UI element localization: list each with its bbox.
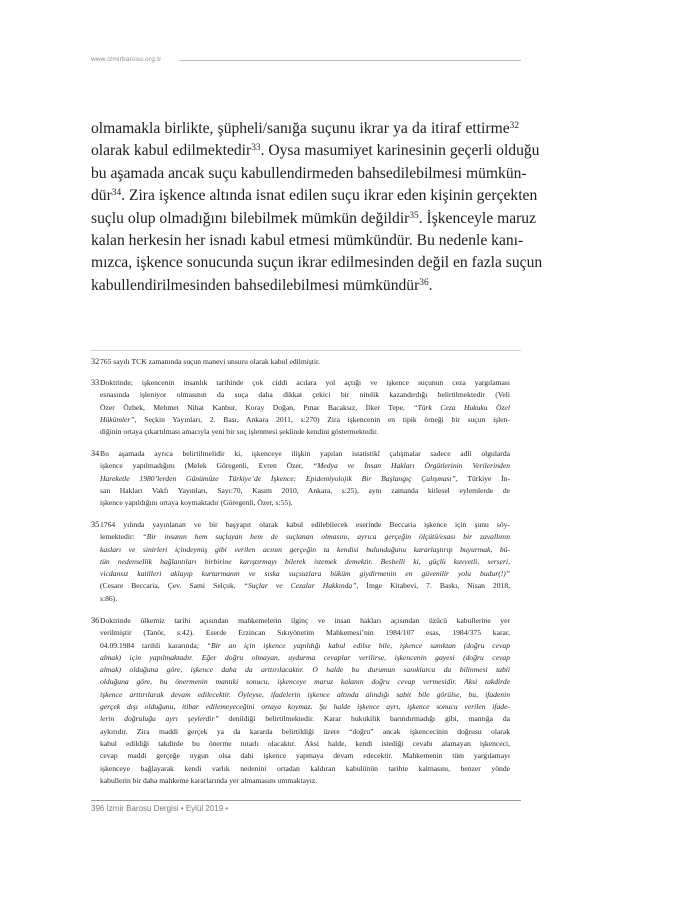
footnote-line [100, 473, 510, 485]
italic-text: olduğuna göre, bu önermenin mantıki sonucu, işkenceye maruz kalanın doğru cevap vermesidir. Aksi takdirde [100, 677, 510, 687]
footnote-line [100, 738, 510, 750]
footnote-line [100, 568, 510, 580]
paragraph-line [91, 208, 537, 230]
text-segment: kabullerin bir daha mahkeme kararlarında yer almamasını ummaktayız. [100, 775, 318, 785]
footnote-line [100, 485, 510, 497]
italic-text: almak) olduğuna göre, işkence daha da arttırılacaktır. O halde bu durumun sanıklarca da bilinmesi tabii [100, 665, 510, 675]
text-segment: denildiği belirtilmektedir. Karar hukukilik barındırmadığı gibi, mantığa da [218, 714, 510, 724]
paragraph-line [91, 118, 519, 140]
text-segment: . Oysa masumiyet karinesinin geçerli olduğu [260, 142, 540, 160]
footnote-separator [91, 350, 521, 351]
text-segment: dür [91, 187, 112, 205]
text-segment: san Hakları Vakfı Yayınları, Sayı:70, Kasım 2010, Ankara, s:25), aynı zamanda kitlesel eylemlerde de [100, 485, 510, 495]
paragraph-line [91, 163, 527, 185]
footnote-number: 32 [91, 357, 100, 366]
footnote-line [100, 556, 510, 568]
text-segment: . İşkenceyle maruz [418, 209, 537, 227]
footnote-line [100, 377, 510, 389]
italic-text: “Medya ve İnsan Hakları Örgütlerinin Verilerinden [312, 461, 510, 471]
header-url: www.izmirbarosu.org.tr [91, 56, 162, 63]
footnote-line [100, 664, 510, 676]
text-segment: . Zira işkence altında isnat edilen suçu ikrar eden kişinin gerçekten [121, 187, 538, 205]
footnote-line [100, 497, 510, 509]
text-segment: mızca, işkence sonucunda suçun ikrar edilmesinden değil en fazla suçun [91, 254, 543, 272]
footnote-line [100, 593, 510, 605]
footer-rule [91, 800, 521, 801]
footnote-line [100, 713, 510, 725]
page-header [91, 56, 521, 66]
italic-text: kasları ve sinirleri içindeymiş gibi verilen acının gerçeğin ta kendisi bulunduğunu kararlaştırıp buyurmak, bü- [100, 544, 510, 554]
text-segment: Doktrinde ülkemiz tarihi açısından mahkemelerin ilginç ve insan hakları açısından üzücü kabullerine yer [100, 616, 510, 625]
paragraph-line [91, 275, 519, 297]
footnote-line [100, 775, 510, 787]
footnote-line [100, 460, 510, 472]
text-segment: kabullendirilmesinden bahsedilebilmesi mümkündür [91, 276, 420, 294]
italic-text: “Bir insanın hem suçlayan hem de suçlanan olmasını, ayrıca gerçeğin ölçütü/esası bir zavallının [142, 532, 510, 542]
text-segment: , Seçkin Yayınları, 2. Bası, Ankara 2011, s:270) Zira işkencenin en tipik örneği bir suçun işlen- [134, 414, 510, 424]
header-rule [179, 60, 521, 61]
footnote-text [100, 448, 510, 509]
text-segment: olmamakla birlikte, şüpheli/sanığa suçunu ikrar ya da itiraf ettirme [91, 120, 510, 137]
footnote-number: 34 [91, 449, 100, 458]
italic-text: “Bir an için işkence yapıldığı kabul edilse bile, işkence sanıktan (doğru cevap [206, 640, 510, 650]
footnote-reference: 36 [419, 277, 429, 288]
text-segment: olarak kabul edilmektedir [91, 142, 252, 160]
text-segment: bu aşamada ancak suçu kabullendirmeden bahsedilebilmesi mümkün- [91, 164, 527, 182]
text-segment: işkence yapıldığını ortaya koymaktadır (Göregenli, Özer, s:55). [100, 498, 293, 508]
italic-text: “Türk Ceza Hukuku Özel [413, 402, 510, 412]
text-segment: suçlu olup olmadığını bilebilmek mümkün değildir [91, 209, 410, 227]
footnote-line [100, 676, 510, 688]
footnote-text [100, 356, 510, 368]
footnote-line [100, 701, 510, 713]
paragraph-line [91, 252, 543, 274]
footnote-line [100, 519, 510, 531]
text-segment: lemektedir: [100, 532, 143, 542]
italic-text: Hükümler” [100, 414, 135, 424]
footnote-reference: 33 [251, 143, 261, 154]
footnote-line [100, 640, 510, 652]
italic-text: vicdansız katilleri aklayıp kurtarmanın ve sıska suçsuzlara hüküm giydirmenin en güvenilir yolu budur(!)” [100, 569, 510, 579]
footnote-line [100, 414, 510, 426]
text-segment: Özer Özbek, Mehmet Nihat Kanbur, Koray Doğan, Pınar Bacaksız, İlker Tepe, [100, 402, 414, 412]
footnote-line [100, 448, 510, 460]
text-segment: cevap maddi gerçeğe uygun olsa dahi işkence yapmaya devam edecektir. Mahkemenin tüm yargılamayı [100, 751, 510, 761]
text-segment: 1764 yılında yayınlanan ve bir başyapıt olarak kabul edilebilecek eserinde Beccaria işkence için şunu söy- [100, 520, 510, 529]
footnote-number: 36 [91, 616, 100, 625]
footnote-reference: 34 [111, 188, 122, 199]
italic-text: işkence arttırılarak devam edilecektir. Öyleyse, ifadelerin işkence altında alındığı sabit bile görülse, bu, ifadenin [100, 689, 510, 699]
text-segment: diğinin ortaya çıkartılması amacıyla yeni bir suç işlenmesi şeklinde kendini göstermektedir. [100, 427, 379, 437]
italic-text: gerçek dışı olduğunu, itibar edilemeyeceğini ortaya koymaz. Şu halde işkence ayrı, işkence sonucu verilen ifade- [100, 702, 510, 712]
footnote-line [100, 652, 510, 664]
text-segment: (Cesare Beccaria, Çev. Sami Selçuk, [100, 581, 244, 591]
text-segment: aykırıdır. Zira maddi gerçek ya da kararda belirtildiği üzere “doğru” ancak işkencecinin doğrusu olarak [100, 726, 510, 736]
text-segment: Doktrinde; işkencenin insanlık tarihinde çok ciddi acılara yol açtığı ve işkence suçunun ceza yargılaması [100, 378, 510, 387]
italic-text: “Suçlar ve Cezalar Hakkında” [243, 581, 357, 591]
page-footer [91, 800, 521, 814]
footnote-line [100, 531, 510, 543]
footnote-line [100, 615, 510, 627]
text-segment: 765 sayılı TCK zamanında suçun manevi unsuru olarak kabul edilmiştir. [100, 357, 321, 366]
footnote-number: 35 [91, 520, 100, 529]
footnote-number: 33 [91, 378, 100, 387]
footnote-line [100, 426, 510, 438]
footnote-line [100, 580, 510, 592]
text-segment: işkence yapılmadığını (Melek Göregenli, Evren Özer, [100, 461, 313, 471]
italic-text: almak) için yapılmaktadır. Eğer doğru olmayan, uydurma cevaplar verilirse, işkencenin gayesi (doğru cevap [100, 652, 510, 662]
text-segment: verilmiştir (Tanör, s:42). Eserde Erzincan Sıkıyönetim Mahkemesi’nin 1984/107 esas, 1984/375 karar, [100, 628, 510, 638]
main-paragraph [91, 118, 543, 297]
footnote-reference: 32 [509, 120, 519, 131]
footnote-line [100, 750, 510, 762]
text-segment: 04.09.1984 tarihli kararında; [100, 640, 207, 650]
paragraph-line [91, 185, 538, 207]
paragraph-line [91, 230, 524, 252]
footnote-text [100, 377, 510, 438]
footer-text: 396 İzmir Barosu Dergisi • Eylül 2019 • [91, 804, 229, 813]
footnote-text [100, 519, 510, 605]
italic-text: lerin doğruluğu ayrı şeylerdir” [100, 714, 219, 724]
text-segment: , Türkiye İn- [455, 473, 511, 483]
footnote-line [100, 389, 510, 401]
text-segment: esnasında işleniyor olmasının da suça daha dikkat çekici bir nitelik kazandırdığı belirtilmektedir (Veli [100, 390, 510, 400]
footnote-line [100, 544, 510, 556]
footnote-text [100, 615, 510, 787]
text-segment: işkenceye bağlayarak kendi varlık nedenini ortadan kaldıran kabulünün tarihte kalmasını, benzer yönde [100, 763, 510, 773]
footnote-reference: 35 [409, 210, 419, 221]
text-segment: . [428, 276, 433, 294]
italic-text: Hareketle 1980’lerden Günümüze Türkiye’de İşkence: Epidemiyolojik Bir Başlangıç Çalışması” [100, 473, 456, 483]
italic-text: tün nedensellik bağlantıları birbirine karıştırmayı bilerek istemek demektir. Besbelli ki, güçlü kuvvetli, serseri, [100, 556, 510, 566]
text-segment: s:86). [100, 593, 118, 603]
text-segment: Bu aşamada ayrıca belirtilmelidir ki, işkenceye ilişkin yapılan istatistikî çalışmalar sadece adli olgularda [100, 449, 510, 458]
footnote-line [100, 627, 510, 639]
footnote-line [100, 402, 510, 414]
text-segment: kalan herkesin her isnadı kabul etmesi mümkündür. Bu nedenle kanı- [91, 231, 524, 249]
paragraph-line [91, 140, 540, 162]
text-segment: kabul edildiği takdirde bu önerme tutarlı olacaktır. Aksi halde, kendi istediği cevabı alamayan işkenceci, [100, 738, 510, 748]
footnote-line [100, 689, 510, 701]
footnote-line [100, 726, 510, 738]
footnote-line [100, 763, 510, 775]
text-segment: , İmge Kitabevi, 7. Baskı, Nisan 2018, [356, 581, 511, 591]
footnote-line [100, 356, 510, 368]
